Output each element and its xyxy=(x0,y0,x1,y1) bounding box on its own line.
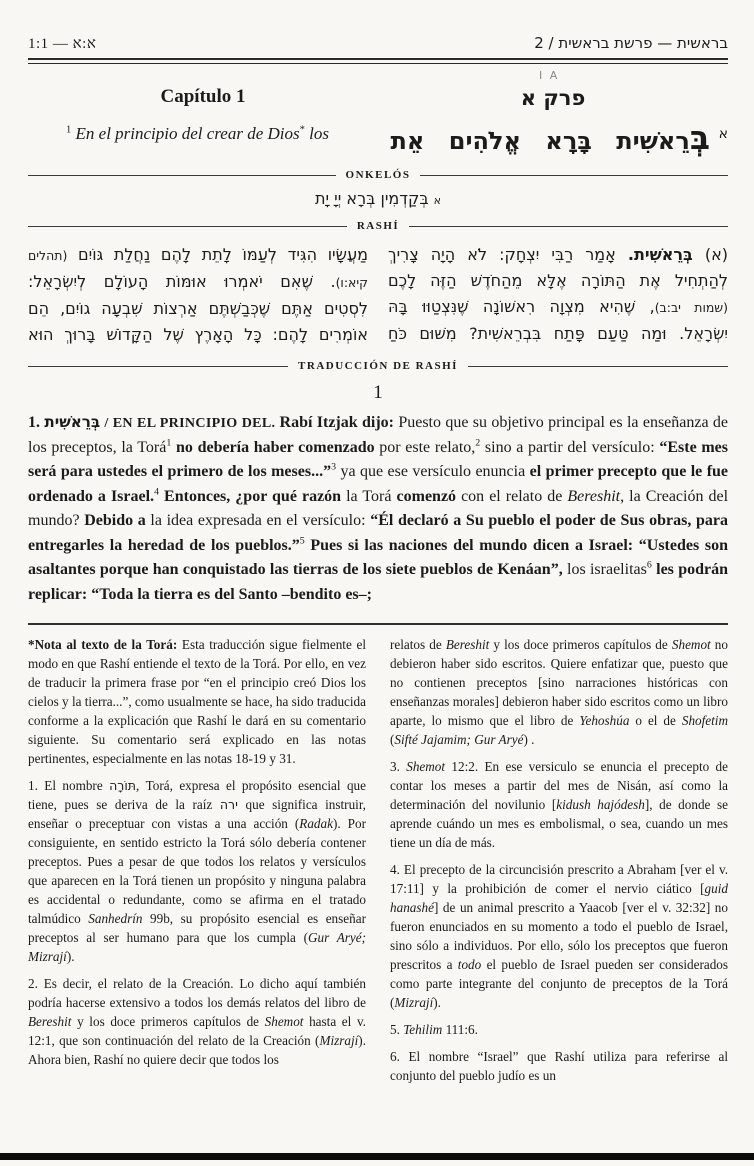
verse-number-hebrew: א xyxy=(718,126,728,142)
text-line: (א) בְּרֵאשִׁית. אָמַר רַבִּי יִצְחָק: לֹא הָיָה צָרִיךְ xyxy=(388,245,728,264)
parashah-page-title: בראשית — פרשת בראשית / 2 xyxy=(534,34,728,52)
rashi-hebrew-columns xyxy=(28,242,728,348)
verse-text-spanish: $^1$ En el principio del crear de Dios* los xyxy=(66,124,329,143)
rashi-column-right xyxy=(388,242,728,348)
chapter-title-spanish: Capítulo 1 xyxy=(160,86,246,107)
text-line: 4. El precepto de la circuncisión prescrito a Abraham [ver el v. 17:11] y la prohibición de comer el nervio ciático [guid hanashé] de un animal prescrito a Yaacob [ver el v. 32:32] no fueron enunciados en su momento a todo el pueblo de Israel, sino sólo a individuos. Por ello, sólo los preceptos que fueron prescritos a todo el pueblo de Israel pueden ser considerados como parte integrante del conjunto de preceptos de la Torá (Mizrají). xyxy=(390,862,729,1010)
text-line: יִשְׂרָאֵל. וּמַה טַּעַם פָּתַח בִּבְרֵאשִׁית? מִשּׁוּם כֹּחַ xyxy=(388,324,728,343)
verse-text-hebrew: בְּרֵאשִׁית בָּרָא אֱלֹהִים אֵת xyxy=(390,118,710,157)
bottom-scan-bar xyxy=(0,1153,754,1160)
traduccion-divider xyxy=(28,360,728,372)
onkelos-text: אבְּקַדְמִין בְּרָא יְיָ יָת xyxy=(315,189,441,208)
text-line: 3. Shemot 12:2. En ese versiculo se enuncia el precepto de contar los meses a partir del mes de Nisán, así como la determinación del novilunio [kidush hajódesh], de donde se aprende cuándo un mes es embolismal, o sea, cuando un mes tiene un día de más. xyxy=(390,759,729,850)
chapter-heading-row xyxy=(28,69,728,110)
text-line: (שמות יב:ב), שֶׁהִיא מִצְוָה רִאשׁוֹנָה שֶׁנִּצְטַוּוּ בָּהּ xyxy=(388,297,728,316)
verse-initial-letter: בְּ xyxy=(689,118,710,157)
pencil-mark: I A xyxy=(539,69,560,82)
text-line: לִסְטִים אַתֶּם שֶׁכְּבַשְׁתֶּם אַרְצוֹת שִׁבְעָה גוֹיִם, הֵם xyxy=(28,299,368,318)
text-line: 5. Tehilim 111:6. xyxy=(390,1022,478,1037)
verse-row xyxy=(28,118,728,157)
onkelos-divider xyxy=(28,169,728,181)
chapter-title-hebrew: פרק א xyxy=(520,86,586,110)
text-line: אוֹמְרִים לָהֶם: כָּל הָאָרֶץ שֶׁל הַקָּדוֹשׁ בָּרוּךְ הוּא xyxy=(28,325,368,344)
text-line: קיא:ו). שֶׁאִם יֹאמְרוּ אוּמּוֹת הָעוֹלָם לְיִשְׂרָאֵל: xyxy=(28,272,368,291)
traduccion-label: TRADUCCIÓN DE RASHÍ xyxy=(298,360,458,372)
rashi-translation-paragraph: 1. בְּרֵאשִׁית / EN EL PRINCIPIO DEL. Rabí Itzjak dijo: Puesto que su objetivo principal es la enseñanza de los preceptos, la Torá$^1$ no debería haber comenzado por este relato,$^2$ sino a partir del versículo: “Este mes será para ustedes el primero de los meses...”$^3$ ya que ese versículo enuncia el primer precepto que le fue ordenado a Israel.$^4$ Entonces, ¿por qué razón la Torá comenzó con el relato de Bereshit, la Creación del mundo? Debido a la idea expresada en el versículo: “Él declaró a Su pueblo el poder de Sus obras, para entregarles la heredad de los pueblos.”$^5$ Pues si las naciones del mundo dicen a Israel: “Ustedes son asaltantes porque han conquistado las tierras de los siete pueblos de Kenáan”, los israelitas$^6$ les podrán replicar: “Toda la tierra es del Santo –bendito es–; xyxy=(28,413,729,603)
rashi-label: RASHÍ xyxy=(356,220,400,232)
section-number: 1 xyxy=(373,382,383,403)
header-double-rule xyxy=(28,58,728,64)
text-line: relatos de Bereshit y los doce primeros capítulos de Shemot no debieron haber sido escritos. Quiere enfatizar que, puesto que no contienen preceptos [sino narraciones históricas con enseñanzas morales] debieron haber sido escritos como un libro aparte, lo mismo que el libro de Yehoshúa o el de Shofetim (Sifté Jajamim; Gur Aryé) . xyxy=(390,637,728,747)
footnotes-left-column xyxy=(28,635,366,1093)
footnotes-section xyxy=(28,635,728,1093)
footnote-rule xyxy=(28,623,728,625)
verse-reference: 1:1 — א:א xyxy=(28,36,97,52)
rashi-column-left xyxy=(28,242,368,348)
text-line: *Nota al texto de la Torá: Esta traducción sigue fielmente el modo en que Rashí entiende el texto de la Torá. Por ello, en vez de traducir la primera frase por “en el principio creó Dios los cielos y la tierra...”, como usualmente se hace, ha sido traducida conforme a la explicación que Rashí le dará en su comentario siguiente. Su comentario será explicado en las notas pertinentes, especialmente en las notas 18-19 y 31. xyxy=(28,637,366,766)
onkelos-label: ONKELÓS xyxy=(345,169,411,181)
text-line: 6. El nombre “Israel” que Rashí utiliza para referirse al conjunto del pueblo judío es un xyxy=(390,1049,728,1083)
page-header xyxy=(28,34,728,53)
text-line: 1. El nombre תּוֹרָה, Torá, expresa el propósito esencial que tiene, pues se deriva de la raíz ירה que significa instruir, enseñar o preceptuar con vistas a una acción (Radak). Por consiguiente, en sentido estricto la Torá sólo debería contener preceptos. Pues a pesar de que todos los relatos y versículos que aparecen en la Torá tienen un propósito y ninguna palabra es accidental o redundante, como se afirma en el tratado talmúdico Sanhedrín 99b, su propósito esencial es enseñar preceptos al ser humano para que los cumpla (Gur Aryé; Mizrají). xyxy=(28,778,366,964)
text-line: לְהַתְחִיל אֶת הַתּוֹרָה אֶלָּא מֵהַחֹדֶשׁ הַזֶּה לָכֶם xyxy=(388,271,728,290)
onkelos-verse-marker: א xyxy=(433,194,441,207)
text-line: 2. Es decir, el relato de la Creación. Lo dicho aquí también podría hacerse extensivo a todos los demás relatos del libro de Bereshit y los doce primeros capítulos de Shemot hasta el v. 12:1, que son continuación del relato de la Creación (Mizrají). Ahora bien, Rashí no quiere decir que todos los xyxy=(28,976,366,1067)
text-line: מַעֲשָׂיו הִגִּיד לְעַמּוֹ לָתֵת לָהֶם נַחֲלַת גּוֹיִם (תהלים xyxy=(28,245,368,264)
rashi-divider xyxy=(28,220,728,232)
footnotes-right-column xyxy=(390,635,728,1093)
